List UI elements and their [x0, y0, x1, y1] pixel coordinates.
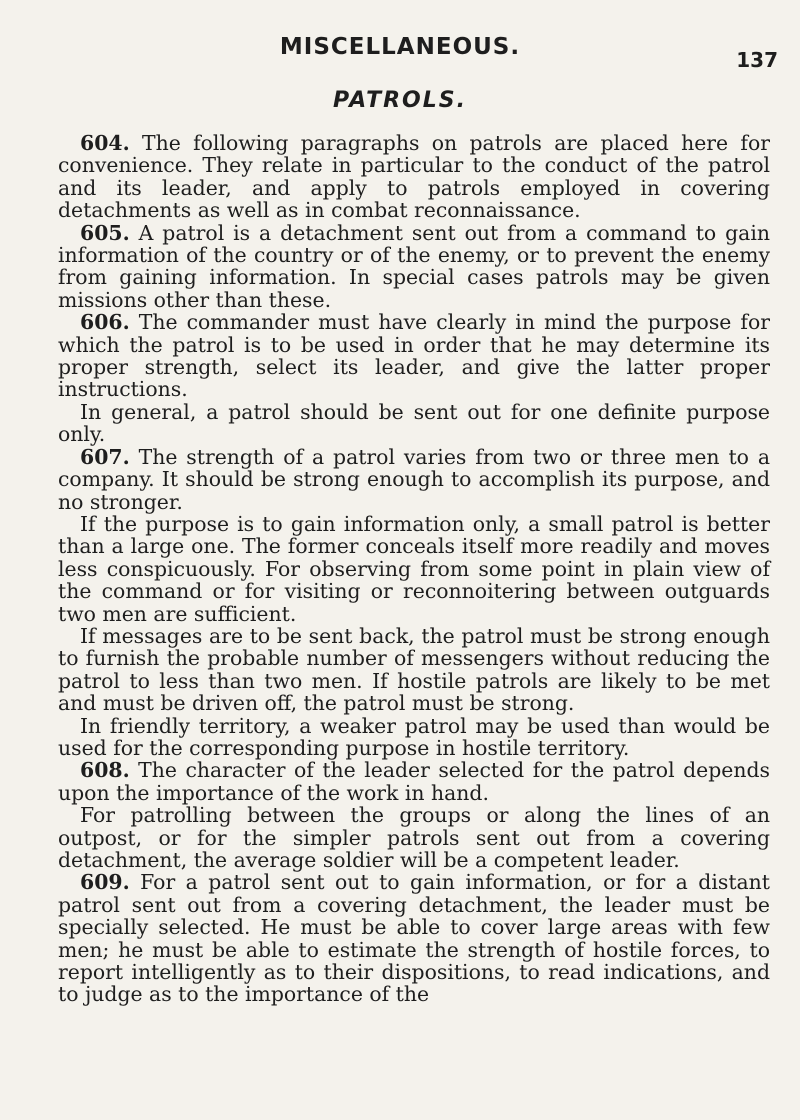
paragraph-608	[58, 759, 770, 804]
paragraph-text: The following paragraphs on patrols are placed here for convenience. They relate in particular to the conduct of the patrol and its leader, and apply to patrols employed in covering detachments as well as in combat reconnaissance.	[58, 131, 770, 223]
paragraph-text: The character of the leader selected for the patrol depends upon the importance of the work in hand.	[58, 758, 770, 805]
paragraph-text: If the purpose is to gain information only, a small patrol is better than a large one. The former conceals itself more readily and moves less conspicuously. For observing from some point in plain view of the command or for visiting or reconnoitering between outguards two men are sufficient.	[58, 511, 770, 626]
paragraph-number: 609.	[80, 870, 130, 895]
paragraph-number: 606.	[80, 310, 130, 335]
paragraph-608-continued	[58, 804, 770, 871]
paragraph-604	[58, 132, 770, 222]
paragraph-607-continued-3	[58, 715, 770, 760]
paragraph-text: For a patrol sent out to gain information, or for a distant patrol sent out from a covering detachment, the leader must be specially selected. He must be able to cover large areas with few men; he must be able to estimate the strength of hostile forces, to report intelligently as to their dispositions, to read indications, and to judge as to the importance of the	[58, 870, 770, 1007]
paragraph-605	[58, 222, 770, 312]
paragraph-text: In friendly territory, a weaker patrol may be used than would be used for the corresponding purpose in hostile territory.	[58, 713, 770, 760]
paragraph-text: If messages are to be sent back, the patrol must be strong enough to furnish the probable number of messengers without reducing the patrol to less than two men. If hostile patrols are likely to be met and must be driven off, the patrol must be strong.	[58, 623, 770, 716]
paragraph-number: 605.	[80, 220, 130, 245]
paragraph-text: For patrolling between the groups or along the lines of an outpost, or for the simpler patrols sent out from a covering detachment, the average soldier will be a competent leader.	[58, 803, 770, 872]
paragraph-text: In general, a patrol should be sent out for one definite purpose only.	[58, 399, 770, 447]
paragraph-607	[58, 446, 770, 513]
section-title: PATROLS.	[333, 88, 467, 113]
paragraph-text: The commander must have clearly in mind the purpose for which the patrol is to be used in order that he may determine its proper strength, select its leader, and give the latter proper instructions.	[58, 310, 770, 402]
paragraph-text: A patrol is a detachment sent out from a command to gain information of the country or of the enemy, or to prevent the enemy from gaining information. In special cases patrols may be given missions other than these.	[58, 220, 770, 312]
paragraph-number: 607.	[80, 444, 130, 469]
paragraph-text: The strength of a patrol varies from two or three men to a company. It should be strong enough to accomplish its purpose, and no stronger.	[58, 444, 770, 514]
running-head: MISCELLANEOUS.	[279, 34, 521, 60]
paragraph-609	[58, 871, 770, 1005]
paragraph-607-continued-1	[58, 513, 770, 625]
paragraph-607-continued-2	[58, 625, 770, 715]
body-text	[58, 132, 770, 1006]
paragraph-606	[58, 311, 770, 401]
paragraph-606-continued	[58, 401, 770, 446]
page-number: 137	[736, 48, 778, 72]
paragraph-number: 608.	[80, 758, 130, 783]
paragraph-number: 604.	[80, 131, 130, 155]
